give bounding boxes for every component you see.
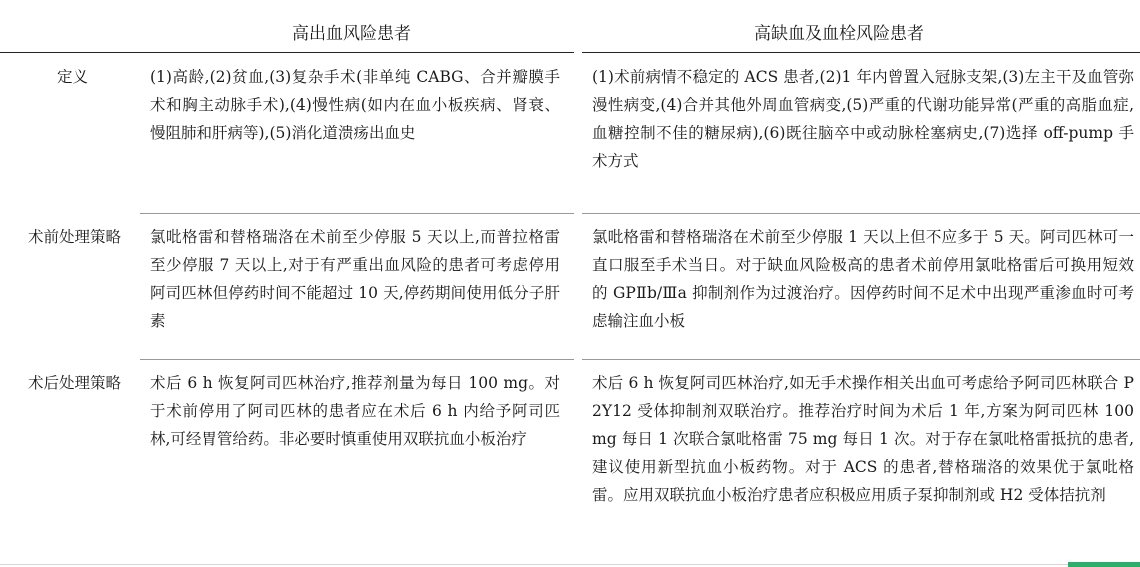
cell-preoperative-bleeding: 氯吡格雷和替格瑞洛在术前至少停服 5 天以上,而普拉格雷至少停服 7 天以上,对于有严重出血风险的患者可考虑停用阿司匹林但停药时间不能超过 10 天,停药期间使用低分子肝素 (140, 214, 578, 360)
table-row-postoperative (0, 360, 1140, 510)
row-label-postoperative: 术后处理策略 (28, 373, 122, 392)
cell-preoperative-thrombosis: 氯吡格雷和替格瑞洛在术前至少停服 1 天以上但不应多于 5 天。阿司匹林可一直口服至手术当日。对于缺血风险极高的患者术前停用氯吡格雷后可换用短效的 GPⅡb/Ⅲa 抑制剂作为过渡治疗。因停药时间不足术中出现严重渗血时可考虑输注血小板 (578, 214, 1140, 360)
cell-postoperative-bleeding: 术后 6 h 恢复阿司匹林治疗,推荐剂量为每日 100 mg。对于术前停用了阿司匹林的患者应在术后 6 h 内给予阿司匹林,可经胃管给药。非必要时慎重使用双联抗血小板治疗 (140, 360, 578, 510)
table-row-definition (0, 53, 1140, 214)
header-high-bleeding-risk: 高出血风险患者 (140, 10, 578, 53)
bottom-accent-bar (1068, 562, 1140, 567)
antiplatelet-strategy-table (0, 10, 1140, 509)
table-header-row (0, 10, 1140, 53)
table-row-preoperative (0, 214, 1140, 360)
row-label-preoperative: 术前处理策略 (28, 227, 122, 246)
header-empty-cell (0, 10, 140, 53)
row-label-definition: 定义 (57, 68, 89, 86)
cell-definition-bleeding: (1)高龄,(2)贫血,(3)复杂手术(非单纯 CABG、合并瓣膜手术和胸主动脉手术),(4)慢性病(如内在血小板疾病、肾衰、慢阻肺和肝病等),(5)消化道溃疡出血史 (140, 53, 578, 214)
cell-definition-thrombosis: (1)术前病情不稳定的 ACS 患者,(2)1 年内曾置入冠脉支架,(3)左主干及血管弥漫性病变,(4)合并其他外周血管病变,(5)严重的代谢功能异常(严重的高脂血症,血糖控制不佳的糖尿病),(6)既往脑卒中或动脉栓塞病史,(7)选择 off-pump 手术方式 (578, 53, 1140, 214)
cell-postoperative-thrombosis: 术后 6 h 恢复阿司匹林治疗,如无手术操作相关出血可考虑给予阿司匹林联合 P2Y12 受体抑制剂双联治疗。推荐治疗时间为术后 1 年,方案为阿司匹林 100 mg 每日 1 次联合氯吡格雷 75 mg 每日 1 次。对于存在氯吡格雷抵抗的患者,建议使用新型抗血小板药物。对于 ACS 的患者,替格瑞洛的效果优于氯吡格雷。应用双联抗血小板治疗患者应积极应用质子泵抑制剂或 H2 受体拮抗剂 (592, 374, 1134, 504)
page-bottom-divider (0, 564, 1068, 565)
header-high-thrombosis-risk: 高缺血及血栓风险患者 (578, 10, 1140, 53)
